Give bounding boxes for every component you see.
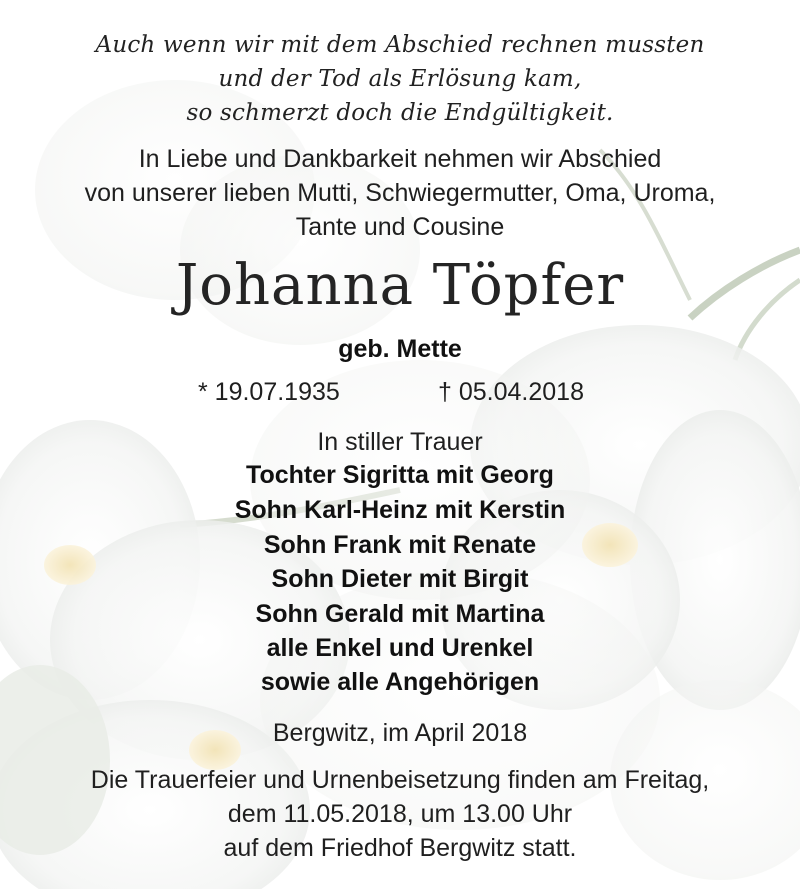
maiden-name: geb. Mette: [338, 335, 462, 363]
life-dates: [0, 380, 800, 410]
mourner-line: Sohn Dieter mit Birgit: [271, 565, 529, 593]
intro-line-1: In Liebe und Dankbarkeit nehmen wir Abschied: [138, 145, 662, 173]
death-date: † 05.04.2018: [438, 378, 584, 406]
mourner-line: Sohn Gerald mit Martina: [255, 600, 545, 628]
funeral-line-1: Die Trauerfeier und Urnenbeisetzung finden am Freitag,: [90, 766, 710, 794]
mourners-heading: In stiller Trauer: [317, 428, 483, 456]
deceased-name: Johanna Töpfer: [175, 253, 625, 318]
mourner-line: Sohn Frank mit Renate: [263, 531, 537, 559]
intro-line-3: Tante und Cousine: [295, 213, 505, 241]
mourner-line: alle Enkel und Urenkel: [266, 634, 534, 662]
funeral-line-3: auf dem Friedhof Bergwitz statt.: [223, 834, 577, 862]
mourner-line: Tochter Sigritta mit Georg: [246, 461, 554, 489]
funeral-line-2: dem 11.05.2018, um 13.00 Uhr: [227, 800, 573, 828]
place-and-date: Bergwitz, im April 2018: [272, 719, 528, 747]
mourner-line: sowie alle Angehörigen: [260, 668, 540, 696]
mourner-line: Sohn Karl-Heinz mit Kerstin: [234, 496, 566, 524]
verse-line-2: und der Tod als Erlösung kam,: [218, 66, 582, 92]
verse-line-3: so schmerzt doch die Endgültigkeit.: [186, 100, 614, 126]
birth-date: * 19.07.1935: [198, 378, 340, 406]
intro-line-2: von unserer lieben Mutti, Schwiegermutter, Oma, Uroma,: [84, 179, 716, 207]
verse-line-1: Auch wenn wir mit dem Abschied rechnen mussten: [95, 32, 705, 58]
